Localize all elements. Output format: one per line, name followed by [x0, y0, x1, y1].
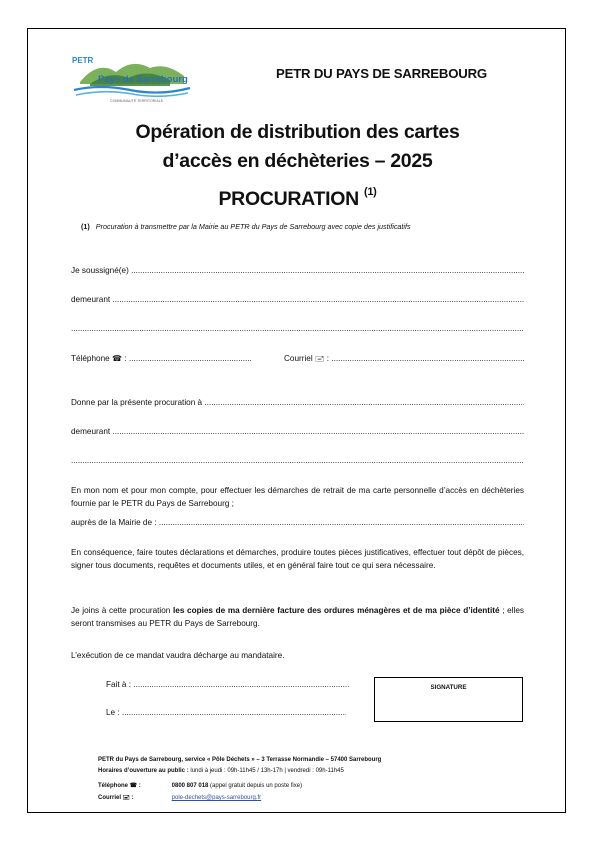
- field-telephone[interactable]: [71, 353, 251, 363]
- label-demeurant-1: demeurant: [71, 295, 111, 304]
- footer-phone-value: 0800 807 018: [171, 783, 209, 789]
- procuration-heading: [60, 188, 535, 211]
- document-title: [60, 118, 535, 176]
- logo-text-top: PETR: [72, 56, 94, 65]
- field-demeurant-2[interactable]: [71, 427, 524, 436]
- label-courriel: Courriel 🖃 :: [284, 354, 330, 363]
- footnote-text: Procuration à transmettre par la Mairie au PETR du Pays de Sarrebourg avec copie des justificatifs: [95, 222, 411, 231]
- signature-label: SIGNATURE: [430, 684, 467, 691]
- paragraph-consequence: En conséquence, faire toutes déclarations et démarches, produire toutes pièces justificatives, effectuer tout dépôt de pièces, signer tous documents, requêtes et documents utiles, et en général faire tout ce qui sera nécessaire.: [71, 548, 524, 571]
- label-telephone: Téléphone ☎ :: [71, 354, 127, 363]
- field-demeurant-1[interactable]: [71, 295, 524, 304]
- attachments-intro: Je joins à cette procuration: [71, 606, 173, 615]
- footer-phone-note: (appel gratuit depuis un poste fixe): [210, 783, 303, 789]
- label-le: Le :: [106, 708, 120, 717]
- footer-hours: [98, 768, 344, 774]
- label-aupres: auprès de la Mairie de :: [71, 518, 157, 527]
- paragraph-mandate: En mon nom et pour mon compte, pour effectuer les démarches de retrait de ma carte personnelle d’accès en déchèteries fournie par le PETR du Pays de Sarrebourg ;: [71, 486, 524, 509]
- footnote-number: (1): [81, 222, 90, 231]
- label-donne: Donne par la présente procuration à: [71, 398, 203, 407]
- title-line-2: d’accès en déchèteries – 2025: [162, 150, 433, 172]
- footer-address: [98, 757, 381, 763]
- footer-phone: [98, 782, 302, 789]
- attachments-bold: les copies de ma dernière facture des ordures ménagères et de ma pièce d’identité: [173, 606, 500, 615]
- org-name: PETR DU PAYS DE SARREBOURG: [276, 66, 487, 81]
- logo-text-main: Pays de Sarrebourg: [98, 74, 188, 85]
- label-soussigne: Je soussigné(e): [71, 266, 129, 275]
- field-fait-a[interactable]: [106, 680, 349, 689]
- field-address-continued-2[interactable]: [71, 456, 524, 465]
- label-demeurant-2: demeurant: [71, 427, 111, 436]
- footer-email: [98, 793, 261, 803]
- footer-email-link[interactable]: pole-dechets@pays-sarrebourg.fr: [171, 795, 262, 801]
- attachments-end: ; elles seront transmises au PETR du Pays de Sarrebourg.: [71, 606, 524, 629]
- footer-address-text: PETR du Pays de Sarrebourg, service « Pôle Déchets » – 3 Terrasse Normandie – 57400 Sarrebourg: [98, 757, 382, 763]
- procuration-label: PROCURATION: [218, 188, 359, 210]
- title-line-1: Opération de distribution des cartes: [135, 121, 460, 143]
- paragraph-attachments: [71, 604, 524, 631]
- footer-phone-label: Téléphone ☎ :: [98, 783, 141, 789]
- paragraph-discharge: L’exécution de ce mandat vaudra décharge au mandataire.: [71, 651, 285, 660]
- field-soussigne[interactable]: [71, 266, 524, 275]
- field-date[interactable]: [106, 708, 346, 717]
- signature-box[interactable]: [374, 677, 523, 722]
- petr-logo: [70, 54, 200, 104]
- field-address-continued-1[interactable]: [71, 324, 524, 333]
- footer-hours-value: lundi à jeudi : 09h-11h45 / 13h-17h | vendredi : 09h-11h45: [190, 768, 344, 774]
- footer-email-label: Courriel 🖃 :: [98, 795, 134, 801]
- field-courriel[interactable]: [284, 353, 524, 367]
- field-procuration-a[interactable]: [71, 398, 524, 407]
- logo-tagline: COMMUNAUTÉ TERRITORIALE: [110, 99, 164, 103]
- footer-hours-label: Horaires d’ouverture au public :: [98, 768, 189, 774]
- footnote: [81, 222, 411, 231]
- field-mairie[interactable]: [71, 518, 524, 527]
- label-fait-a: Fait à :: [106, 680, 132, 689]
- procuration-ref: (1): [364, 186, 377, 198]
